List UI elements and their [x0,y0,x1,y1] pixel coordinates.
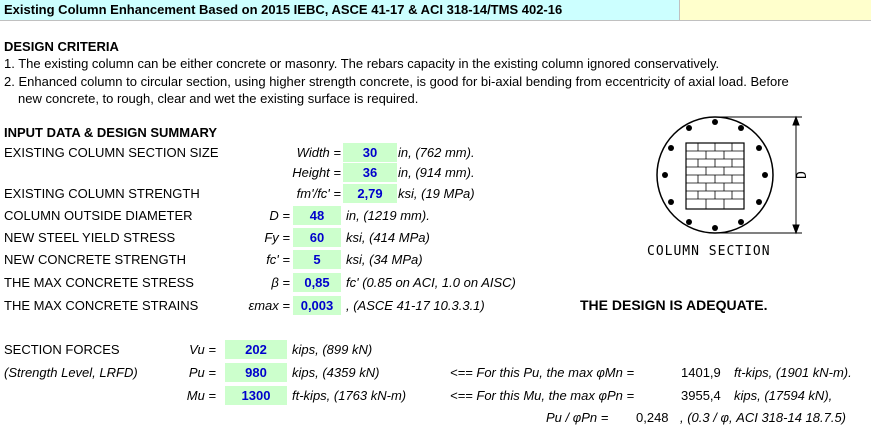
new-concrete-input[interactable]: 5 [293,250,341,269]
steel-yield-input[interactable]: 60 [293,228,341,247]
strain-input[interactable]: 0,003 [293,296,341,315]
capacity-axial-value: 3955,4 [681,388,721,403]
unit-strain: , (ASCE 41-17 10.3.3.1) [346,298,485,313]
sym-emax: εmax = [248,298,290,313]
sym-width: Width = [296,145,341,160]
unit-steel-yield: ksi, (414 MPa) [346,230,430,245]
beta-input[interactable]: 0,85 [293,273,341,292]
sym-mu: Mu = [186,388,216,403]
design-status: THE DESIGN IS ADEQUATE. [580,297,768,313]
unit-mu: ft-kips, (1763 kN-m) [292,388,407,403]
sym-d: D = [269,208,290,223]
masonry-block [686,143,744,209]
label-max-stress: THE MAX CONCRETE STRESS [4,275,194,290]
unit-existing-strength: ksi, (19 MPa) [398,186,475,201]
sym-fy: Fy = [264,230,290,245]
criteria-line-2-cont: new concrete, to rough, clear and wet the existing surface is required. [18,91,419,106]
capacity-axial-text: <== For this Mu, the max φPn = [450,388,635,403]
page-title: Existing Column Enhancement Based on 2015 IEBC, ASCE 41-17 & ACI 318-14/TMS 402-16 [4,2,563,17]
criteria-line-1: 1. The existing column can be either concrete or masonry. The rebars capacity in the existing column ignored conservatively. [4,56,720,71]
diameter-input[interactable]: 48 [293,206,341,225]
forces-level-label: (Strength Level, LRFD) [4,365,138,380]
unit-height: in, (914 mm). [398,165,475,180]
label-max-strain: THE MAX CONCRETE STRAINS [4,298,199,313]
sym-pu: Pu = [188,365,216,380]
mu-input[interactable]: 1300 [225,386,287,405]
title-bar-right-cell [679,0,871,20]
unit-pu: kips, (4359 kN) [292,365,380,380]
sym-fc: fc' = [266,252,290,267]
existing-strength-input[interactable]: 2,79 [343,184,397,203]
label-existing-strength: EXISTING COLUMN STRENGTH [4,186,200,201]
ratio-unit: , (0.3 / φ, ACI 318-14 18.7.5) [680,410,847,425]
label-steel-yield: NEW STEEL YIELD STRESS [4,230,176,245]
unit-diameter: in, (1219 mm). [346,208,430,223]
height-input[interactable]: 36 [343,163,397,182]
label-new-concrete: NEW CONCRETE STRENGTH [4,252,186,267]
vu-input[interactable]: 202 [225,340,287,359]
column-section-drawing [640,110,840,260]
input-heading: INPUT DATA & DESIGN SUMMARY [4,125,218,140]
unit-new-concrete: ksi, (34 MPa) [346,252,423,267]
dimension-label: D [795,171,810,179]
capacity-moment-text: <== For this Pu, the max φMn = [450,365,635,380]
unit-vu: kips, (899 kN) [292,342,373,357]
sym-vu: Vu = [189,342,216,357]
unit-beta: fc' (0.85 on ACI, 1.0 on AISC) [346,275,516,290]
label-outside-diameter: COLUMN OUTSIDE DIAMETER [4,208,193,223]
section-caption: COLUMN SECTION [647,244,771,259]
capacity-axial-unit: kips, (17594 kN), [734,388,833,403]
sym-fm-fc: fm'/fc' = [296,186,341,201]
criteria-line-2: 2. Enhanced column to circular section, using higher strength concrete, is good for bi-axial bending from eccentricity of axial load. Before [4,74,789,89]
pu-input[interactable]: 980 [225,363,287,382]
forces-label: SECTION FORCES [4,342,120,357]
width-input[interactable]: 30 [343,143,397,162]
sym-height: Height = [292,165,341,180]
criteria-heading: DESIGN CRITERIA [4,39,119,54]
capacity-moment-unit: ft-kips, (1901 kN-m). [734,365,852,380]
capacity-moment-value: 1401,9 [681,365,721,380]
sym-beta: β = [271,275,290,290]
unit-width: in, (762 mm). [398,145,475,160]
label-section-size: EXISTING COLUMN SECTION SIZE [4,145,219,160]
ratio-text: Pu / φPn = [546,410,609,425]
ratio-value: 0,248 [636,410,669,425]
